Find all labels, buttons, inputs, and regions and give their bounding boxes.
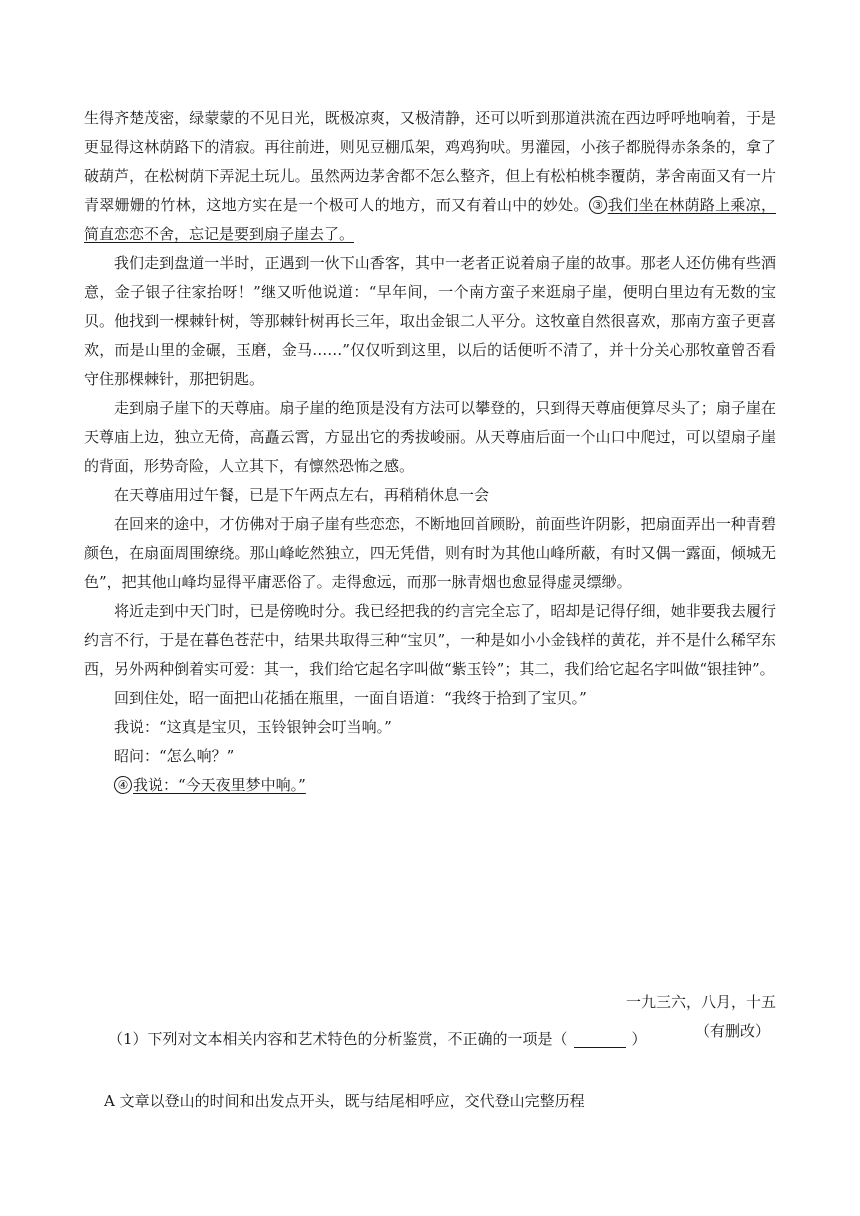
paragraph-3: 走到扇子崖下的天尊庙。扇子崖的绝顶是没有方法可以攀登的，只到得天尊庙便算尽头了；扇子崖在天尊庙上边，独立无倚，高矗云霄，方显出它的秀拔峻丽。从天尊庙后面一个山口中爬过，可以望扇子崖的背面，形势奇险，人立其下，有懔然恐怖之感。 [84,399,776,475]
paragraph-7: 回到住处，昭一面把山花插在瓶里，一面自语道：“我终于拾到了宝贝。” [114,689,587,707]
marker-4: ④ [114,776,132,794]
paragraph-5: 在回来的途中，才仿佛对于扇子崖有些恋恋，不断地回首顾盼，前面些许阴影，把扇面弄出一种青碧颜色，在扇面周围缭绕。那山峰屹然独立，四无凭借，则有时为其他山峰所蔽，有时又偶一露面，倾城无色”，把其他山峰均显得平庸恶俗了。走得愈远，而那一脉青烟也愈显得虚灵缥缈。 [84,515,776,591]
paragraph-6: 将近走到中天门时，已是傍晚时分。我已经把我的约言完全忘了，昭却是记得仔细，她非要我去履行约言不行，于是在暮色苍茫中，结果共取得三种“宝贝”，一种是如小小金钱样的黄花，并不是什么稀罕东西，另外两种倒着实可爱：其一，我们给它起名字叫做“紫玉铃”；其二，我们给它起名字叫做“银挂钟”。 [84,602,776,678]
option-a: A 文章以登山的时间和出发点开头，既与结尾相呼应，交代登山完整历程 [104,1092,585,1110]
question-1 [108,1025,776,1054]
marker-3: ③ [589,196,607,214]
paragraph-4: 在天尊庙用过午餐，已是下午两点左右，再稍稍休息一会 [114,486,490,504]
underlined-sentence-4: 我说：“今天夜里梦中响。” [133,776,306,794]
paragraph-8: 我说：“这真是宝贝，玉铃银钟会叮当响。” [114,718,392,736]
paragraph-9: 昭问：“怎么响？” [114,747,235,765]
paragraph-text: 生得齐楚茂密，绿蒙蒙的不见日光，既极凉爽，又极清静，还可以听到那道洪流在西边呼呼地响着，于是更显得这林荫路下的清寂。再往前进，则见豆棚瓜架，鸡鸡狗吠。男灌园，小孩子都脱得赤条条的，拿了破葫芦，在松树荫下弄泥土玩儿。虽然两边茅舍都不怎么整齐，但上有松柏桃李覆荫，茅舍南面又有一片青翠姗姗的竹林，这地方实在是一个极可人的地方，而又有着山中的妙处。 [84,109,776,214]
question-prefix: （1）下列对文本相关内容和艺术特色的分析鉴赏，不正确的一项是（ [108,1030,568,1048]
article-body [84,104,776,800]
revised-note: （有删改） [694,1022,770,1040]
paragraph-1 [84,104,776,249]
answer-blank[interactable] [574,1033,626,1048]
underlined-sentence-3: 我们坐在林荫路上乘凉，简直恋恋不舍，忘记是要到扇子崖去了。 [84,196,776,243]
question-suffix: ） [631,1030,647,1048]
paragraph-10 [84,771,776,800]
paragraph-2: 我们走到盘道一半时，正遇到一伙下山香客，其中一老者正说着扇子崖的故事。那老人还仿佛有些酒意，金子银子往家抬呀！”继又听他说道：“早年间，一个南方蛮子来逛扇子崖，便明白里边有无数的宝贝。他找到一棵棘针树，等那棘针树再长三年，取出金银二人平分。这牧童自然很喜欢，那南方蛮子更喜欢，而是山里的金碾，玉磨，金马……”仅仅听到这里，以后的话便听不清了，并十分关心那牧童曾否看守住那棵棘针，那把钥匙。 [84,254,776,388]
date-line: 一九三六，八月，十五 [625,993,776,1011]
